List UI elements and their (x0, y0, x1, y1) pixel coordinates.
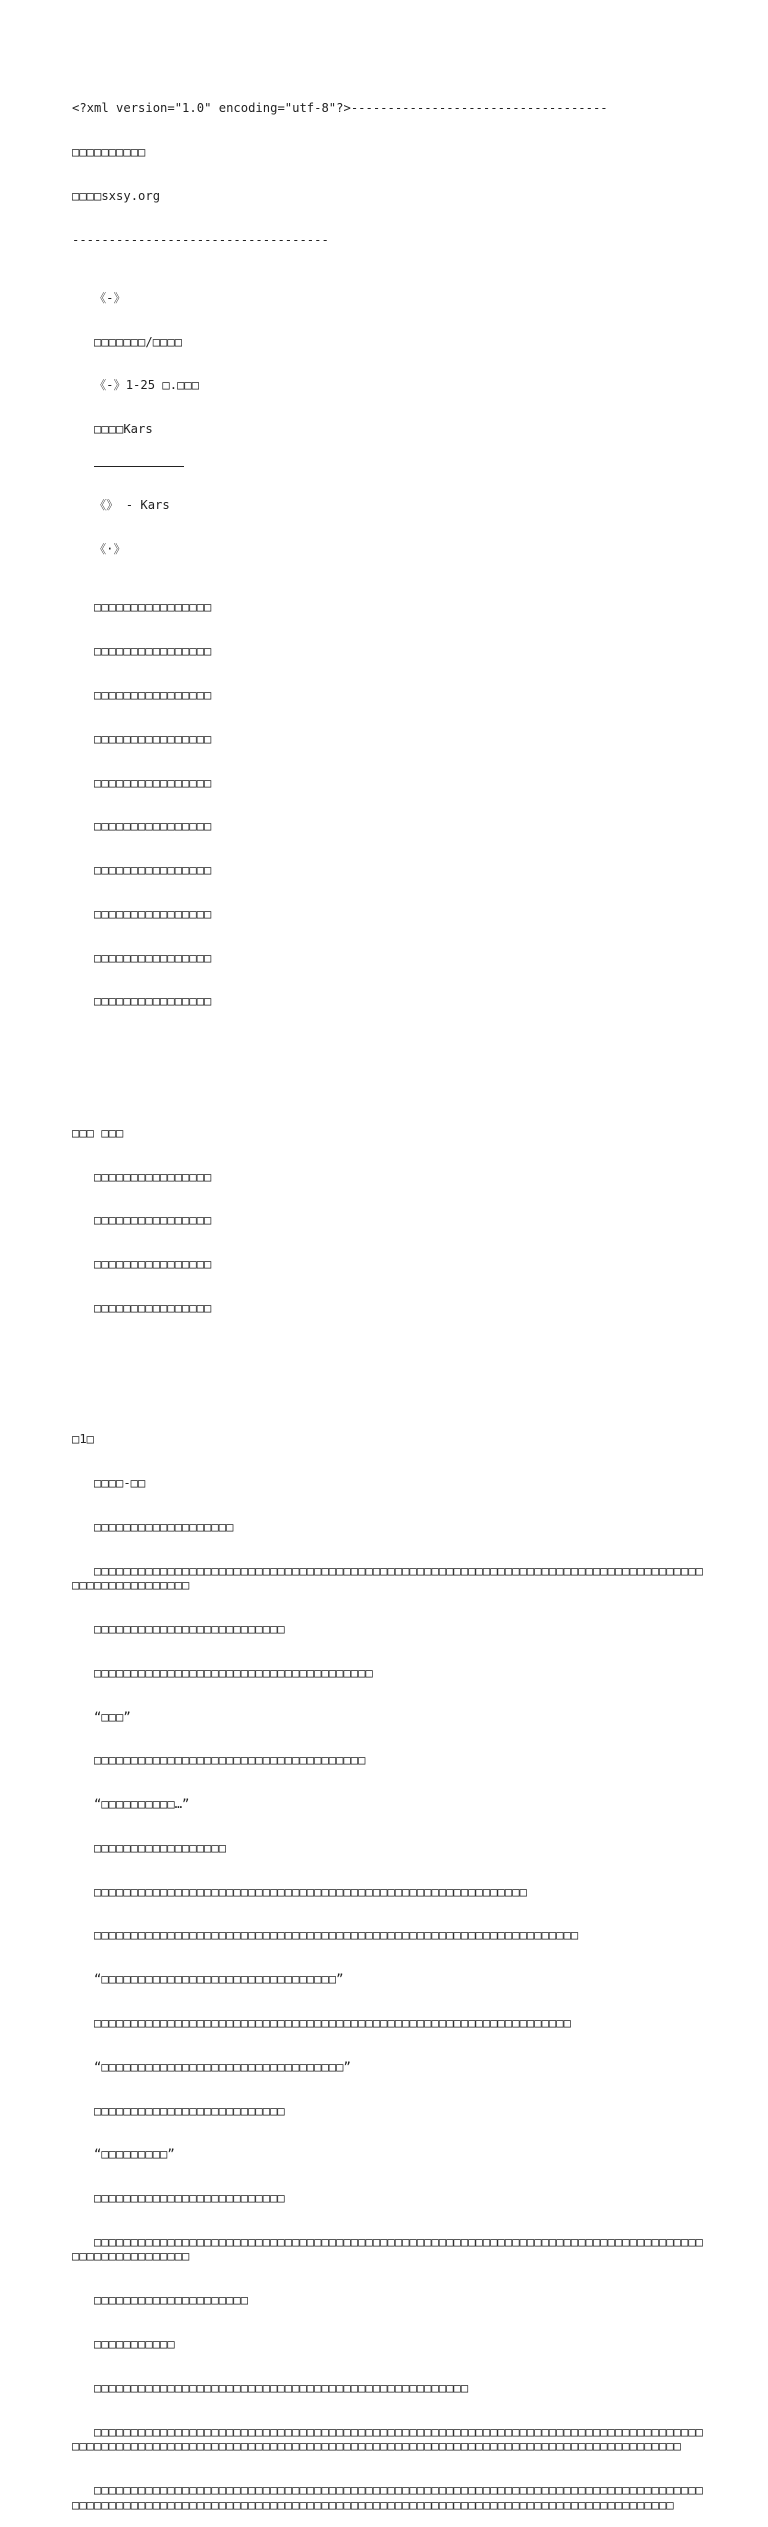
intro-line: □□□□□□□□□□□□□□□□ (94, 731, 212, 746)
meta-line-2: □□□□□□□/□□□□ (94, 334, 183, 349)
chapter-paragraph: □□□□□□□□□□□□□□□□□□□□□□□□□□□□□□□□□□□□□□□□□□□□□□□□□□□□□□□□□□□□□□□□□□□□□□□□□□□□□□□□□□□□□□□□□□□□□□□□□□□ (72, 1563, 704, 1593)
header-line: □□□□□□□□□□ (72, 144, 146, 159)
chapter-paragraph: □□□□□□□□□□□□□□□□□□□□□□□□□□□□□□□□□□□□□□□□□□□□□□□□□□□ (94, 2380, 469, 2395)
chapter-paragraph: □□□□□□□□□□□□□□□□□□□□□□□□□□ (94, 2103, 285, 2118)
intro-line: □□□□□□□□□□□□□□□□ (94, 863, 212, 878)
chapter-paragraph: □□□□□□□□□□□□□□□□□□□□□ (94, 2293, 249, 2308)
chapter-paragraph: □□□□□□□□□□□□□□□□□□□□□□□□□□□□□□□□□□□□□□□□□□□□□□□□□□□□□□□□□□□ (94, 1884, 527, 1899)
intro-line: □□□□□□□□□□□□□□□□ (94, 775, 212, 790)
site-line: □□□□sxsy.org (72, 188, 161, 203)
chapter-paragraph: □□□□□□□□□□□□□□□□□□□□□□□□□□□□□□□□□□□□□□□□□□□□□□□□□□□□□□□□□□□□□□□□□□ (94, 1928, 579, 1943)
meta-line-1: 《-》 (94, 290, 126, 305)
chapter-paragraph: □□□□□□□□□□□□□□□□□□□ (94, 1519, 234, 1534)
section-line: □□□□□□□□□□□□□□□□ (94, 1300, 212, 1315)
document-body (72, 72, 708, 2527)
intro-line: □□□□□□□□□□□□□□□□ (94, 950, 212, 965)
intro-line: □□□□□□□□□□□□□□□□ (94, 994, 212, 1009)
chapter-paragraph: □□□□□□□□□□□□□□□□□□□□□□□□□□ (94, 1621, 285, 1636)
meta-line-5: 《》 - Kars (94, 498, 170, 513)
chapter-paragraph: “□□□□□□□□□” (94, 2147, 175, 2162)
intro-line: □□□□□□□□□□□□□□□□ (94, 819, 212, 834)
chapter-paragraph: □□□□□□□□□□□□□□□□□□□□□□□□□□□□□□□□□□□□□□□□□□□□□□□□□□□□□□□□□□□□□□□□□□□□□□□□□□□□□□□□□□□□□□□□□□□□□□□□□□□□□□□□□□□□□□□□□□□□□□□□□□□□□□□□□□□□□□□□□□□□□□□□□□□□□□□□□□□□□□□□□□□□□□ (72, 2424, 704, 2454)
section-line: □□□□□□□□□□□□□□□□ (94, 1213, 212, 1228)
meta-line-3: 《-》1-25 □.□□□ (94, 378, 200, 393)
section-heading: □□□ □□□ (72, 1125, 124, 1140)
chapter-paragraph: □□□□□□□□□□□□□□□□□□ (94, 1840, 227, 1855)
meta-line-author: □□□□Kars (94, 422, 153, 437)
section-line: □□□□□□□□□□□□□□□□ (94, 1169, 212, 1184)
intro-line: □□□□□□□□□□□□□□□□ (94, 906, 212, 921)
chapter-paragraph: “□□□□□□□□□□…” (94, 1797, 190, 1812)
chapter-paragraph: □□□□□□□□□□□□□□□□□□□□□□□□□□□□□□□□□□□□□□ (94, 1665, 373, 1680)
section-line: □□□□□□□□□□□□□□□□ (94, 1257, 212, 1272)
chapter-paragraph: “□□□” (94, 1709, 131, 1724)
xml-declaration: <?xml version="1.0" encoding="utf-8"?>----------------------------------- (72, 101, 608, 116)
intro-line: □□□□□□□□□□□□□□□□ (94, 600, 212, 615)
chapter-paragraph: “□□□□□□□□□□□□□□□□□□□□□□□□□□□□□□□□□” (94, 2059, 351, 2074)
divider-line: ----------------------------------- (72, 232, 329, 247)
intro-line: □□□□□□□□□□□□□□□□ (94, 687, 212, 702)
chapter-paragraph: □□□□□□□□□□□□□□□□□□□□□□□□□□ (94, 2191, 285, 2206)
spacer (72, 1053, 708, 1082)
spacer (72, 1359, 708, 1388)
chapter-paragraph: □□□□□□□□□□□□□□□□□□□□□□□□□□□□□□□□□□□□□□□□□□□□□□□□□□□□□□□□□□□□□□□□□□□□□□□□□□□□□□□□□□□□□□□□□□□□□□□□□□□ (72, 2234, 704, 2264)
meta-rule (94, 466, 184, 467)
chapter-paragraph: □□□□-□□ (94, 1476, 146, 1490)
intro-line: □□□□□□□□□□□□□□□□ (94, 644, 212, 659)
chapter-paragraph: □□□□□□□□□□□□□□□□□□□□□□□□□□□□□□□□□□□□□□□□□□□□□□□□□□□□□□□□□□□□□□□□□□□□□□□□□□□□□□□□□□□□□□□□□□□□□□□□□□□□□□□□□□□□□□□□□□□□□□□□□□□□□□□□□□□□□□□□□□□□□□□□□□□□□□□□□□□□□□□□□□□□□ (72, 2482, 704, 2512)
chapter-paragraph: □□□□□□□□□□□□□□□□□□□□□□□□□□□□□□□□□□□□□ (94, 1753, 366, 1768)
chapter-paragraph: □□□□□□□□□□□□□□□□□□□□□□□□□□□□□□□□□□□□□□□□□□□□□□□□□□□□□□□□□□□□□□□□□ (94, 2015, 571, 2030)
chapter-paragraph: “□□□□□□□□□□□□□□□□□□□□□□□□□□□□□□□□” (94, 1972, 344, 1987)
chapter-paragraph: □□□□□□□□□□□ (94, 2337, 175, 2352)
chapter-heading: □1□ (72, 1432, 95, 1447)
meta-line-6: 《·》 (94, 542, 126, 556)
